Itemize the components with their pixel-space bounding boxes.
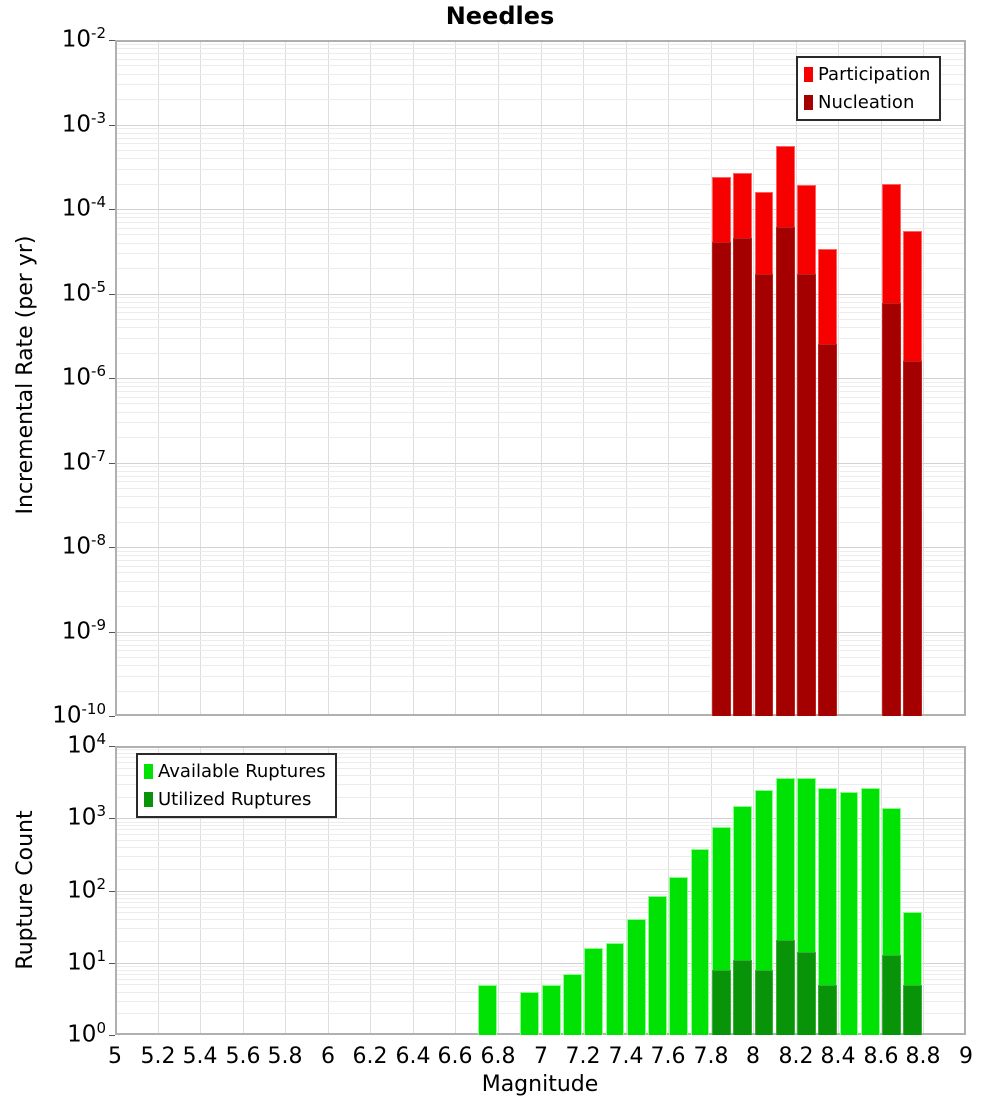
available-ruptures-bar-m7.55 xyxy=(648,896,667,1035)
available-ruptures-bar-m6.95 xyxy=(520,992,539,1036)
gridline xyxy=(115,657,966,658)
gridline xyxy=(115,234,966,235)
gridline xyxy=(115,894,966,895)
nucleation-bar-m8.65 xyxy=(882,303,901,716)
gridline xyxy=(115,963,966,964)
gridline xyxy=(115,941,966,942)
gridline xyxy=(115,378,966,379)
rate-legend xyxy=(796,56,941,121)
gridline xyxy=(115,397,966,398)
y-tick-label: $10^{-10}$ xyxy=(52,700,106,729)
gridline xyxy=(115,928,966,929)
utilized-ruptures-bar-m8.35 xyxy=(818,985,837,1036)
gridline xyxy=(115,640,966,641)
gridline xyxy=(115,869,966,870)
x-axis-title: Magnitude xyxy=(481,1072,599,1097)
gridline xyxy=(115,665,966,666)
participation-swatch xyxy=(804,67,813,82)
gridline xyxy=(115,302,966,303)
y-tick-mark xyxy=(109,746,115,747)
gridline xyxy=(115,128,966,129)
gridline xyxy=(115,150,966,151)
y-tick-label: $10^{-6}$ xyxy=(61,362,106,391)
nucleation-bar-m7.95 xyxy=(733,238,752,716)
gridline xyxy=(115,829,966,830)
gridline xyxy=(115,143,966,144)
participation-label: Participation xyxy=(818,64,931,85)
available-ruptures-bar-m7.75 xyxy=(691,849,710,1035)
available-ruptures-bar-m6.75 xyxy=(478,985,497,1036)
nucleation-bar-m8.35 xyxy=(818,344,837,716)
gridline xyxy=(115,1013,966,1014)
gridline xyxy=(115,912,966,913)
gridline xyxy=(115,243,966,244)
available-ruptures-bar-m8.45 xyxy=(840,792,859,1035)
y-tick-label: $10^{-3}$ xyxy=(61,109,106,138)
y-tick-label: $10^{-9}$ xyxy=(61,616,106,645)
available-ruptures-bar-m7.05 xyxy=(542,985,561,1036)
x-tick-label: 5 xyxy=(108,1044,122,1069)
available-ruptures-label: Available Ruptures xyxy=(158,761,326,782)
x-tick-label: 7.2 xyxy=(565,1044,601,1069)
x-tick-label: 8.6 xyxy=(863,1044,899,1069)
gridline xyxy=(115,847,966,848)
gridline xyxy=(115,327,966,328)
gridline xyxy=(115,297,966,298)
y-tick-mark xyxy=(109,1035,115,1036)
legend-item-utilized-ruptures xyxy=(144,786,326,813)
gridline xyxy=(115,966,966,967)
y-tick-label: $10^{-2}$ xyxy=(61,24,106,53)
gridline xyxy=(115,919,966,920)
gridline xyxy=(115,222,966,223)
gridline xyxy=(115,907,966,908)
gridline xyxy=(115,169,966,170)
gridline xyxy=(115,822,966,823)
gridline xyxy=(115,818,966,819)
gridline xyxy=(115,1001,966,1002)
gridline xyxy=(115,979,966,980)
gridline xyxy=(115,898,966,899)
gridline xyxy=(115,253,966,254)
gridline xyxy=(115,551,966,552)
y-tick-label: $10^{-5}$ xyxy=(61,278,106,307)
x-tick-label: 5.6 xyxy=(225,1044,261,1069)
available-ruptures-swatch xyxy=(144,764,153,779)
gridline xyxy=(115,591,966,592)
nucleation-label: Nucleation xyxy=(818,92,915,113)
gridline xyxy=(115,466,966,467)
legend-item-participation xyxy=(804,61,930,88)
x-tick-label: 8 xyxy=(746,1044,760,1069)
gridline xyxy=(115,691,966,692)
gridline xyxy=(115,676,966,677)
x-tick-label: 7.8 xyxy=(693,1044,729,1069)
gridline xyxy=(115,53,966,54)
gridline xyxy=(115,572,966,573)
gridline xyxy=(115,422,966,423)
x-tick-label: 7.6 xyxy=(650,1044,686,1069)
y-tick-label: $10^2$ xyxy=(67,875,106,904)
gridline xyxy=(115,522,966,523)
gridline xyxy=(115,268,966,269)
gridline xyxy=(115,463,966,464)
x-tick-label: 9 xyxy=(959,1044,973,1069)
gridline xyxy=(115,228,966,229)
x-tick-label: 7.4 xyxy=(608,1044,644,1069)
utilized-ruptures-bar-m7.95 xyxy=(733,960,752,1035)
gridline xyxy=(115,974,966,975)
x-tick-label: 8.2 xyxy=(778,1044,814,1069)
x-tick-label: 6.8 xyxy=(480,1044,516,1069)
utilized-ruptures-swatch xyxy=(144,792,153,807)
available-ruptures-bar-m7.25 xyxy=(584,948,603,1035)
utilized-ruptures-label: Utilized Ruptures xyxy=(158,789,312,810)
gridline xyxy=(115,133,966,134)
gridline xyxy=(115,891,966,892)
gridline xyxy=(115,566,966,567)
y-tick-label: $10^1$ xyxy=(67,947,106,976)
gridline xyxy=(115,412,966,413)
gridline xyxy=(115,48,966,49)
gridline xyxy=(115,560,966,561)
gridline xyxy=(115,645,966,646)
gridline xyxy=(115,158,966,159)
nucleation-bar-m8.05 xyxy=(755,274,774,716)
gridline xyxy=(115,507,966,508)
y-tick-label: $10^{-8}$ xyxy=(61,531,106,560)
available-ruptures-bar-m7.35 xyxy=(606,943,625,1035)
nucleation-bar-m8.15 xyxy=(776,227,795,717)
utilized-ruptures-bar-m8.15 xyxy=(776,940,795,1036)
available-ruptures-bar-m8.55 xyxy=(861,788,880,1035)
gridline xyxy=(115,184,966,185)
gridline xyxy=(115,902,966,903)
gridline xyxy=(115,403,966,404)
gridline xyxy=(115,476,966,477)
utilized-ruptures-bar-m8.25 xyxy=(797,952,816,1035)
gridline xyxy=(115,382,966,383)
available-ruptures-bar-m7.65 xyxy=(669,877,688,1035)
gridline xyxy=(115,437,966,438)
gridline xyxy=(115,632,966,633)
y-tick-mark xyxy=(109,40,115,41)
gridline xyxy=(115,488,966,489)
gridline xyxy=(115,856,966,857)
gridline xyxy=(115,581,966,582)
x-tick-label: 8.4 xyxy=(820,1044,856,1069)
bottom-y-axis-title: Rupture Count xyxy=(13,810,38,970)
y-tick-label: $10^3$ xyxy=(67,802,106,831)
gridline xyxy=(115,496,966,497)
count-legend xyxy=(136,753,337,818)
gridline xyxy=(115,834,966,835)
utilized-ruptures-bar-m8.05 xyxy=(755,970,774,1035)
gridline xyxy=(115,606,966,607)
available-ruptures-bar-m7.15 xyxy=(563,974,582,1035)
y-tick-label: $10^4$ xyxy=(67,730,106,759)
y-tick-mark xyxy=(109,716,115,717)
x-tick-label: 8.8 xyxy=(905,1044,941,1069)
legend-item-available-ruptures xyxy=(144,758,326,785)
nucleation-bar-m8.25 xyxy=(797,274,816,716)
gridline xyxy=(115,481,966,482)
x-tick-label: 5.4 xyxy=(182,1044,218,1069)
gridline xyxy=(115,547,966,548)
chart-title: Needles xyxy=(445,2,555,30)
x-tick-label: 5.8 xyxy=(267,1044,303,1069)
gridline xyxy=(115,44,966,45)
gridline xyxy=(115,312,966,313)
nucleation-swatch xyxy=(804,95,813,110)
gridline xyxy=(115,555,966,556)
utilized-ruptures-bar-m8.65 xyxy=(882,955,901,1036)
gridline xyxy=(115,970,966,971)
gridline xyxy=(115,213,966,214)
gridline xyxy=(115,471,966,472)
x-tick-label: 5.2 xyxy=(140,1044,176,1069)
x-tick-label: 6 xyxy=(321,1044,335,1069)
incremental-rate-panel xyxy=(115,40,966,716)
y-tick-label: $10^{-7}$ xyxy=(61,447,106,476)
available-ruptures-bar-m7.45 xyxy=(627,919,646,1035)
gridline xyxy=(115,825,966,826)
legend-item-nucleation xyxy=(804,89,930,116)
gridline xyxy=(115,125,966,126)
gridline xyxy=(115,840,966,841)
utilized-ruptures-bar-m7.85 xyxy=(712,970,731,1035)
x-tick-label: 6.6 xyxy=(437,1044,473,1069)
y-tick-label: $10^0$ xyxy=(67,1019,106,1048)
gridline xyxy=(115,217,966,218)
gridline xyxy=(115,984,966,985)
gridline xyxy=(115,749,966,750)
nucleation-bar-m7.85 xyxy=(712,242,731,716)
gridline xyxy=(115,338,966,339)
gridline xyxy=(115,353,966,354)
gridline xyxy=(115,209,966,210)
x-tick-label: 7 xyxy=(534,1044,548,1069)
gridline xyxy=(115,386,966,387)
gridline xyxy=(115,138,966,139)
x-tick-label: 6.2 xyxy=(352,1044,388,1069)
top-y-axis-title: Incremental Rate (per yr) xyxy=(13,235,38,515)
nucleation-bar-m8.75 xyxy=(903,361,922,716)
gridline xyxy=(115,992,966,993)
gridline xyxy=(115,307,966,308)
gridline xyxy=(115,319,966,320)
gridline xyxy=(115,635,966,636)
gridline xyxy=(115,650,966,651)
gridline xyxy=(115,391,966,392)
gridline xyxy=(115,294,966,295)
utilized-ruptures-bar-m8.75 xyxy=(903,985,922,1036)
x-tick-label: 6.4 xyxy=(395,1044,431,1069)
y-tick-label: $10^{-4}$ xyxy=(61,193,106,222)
